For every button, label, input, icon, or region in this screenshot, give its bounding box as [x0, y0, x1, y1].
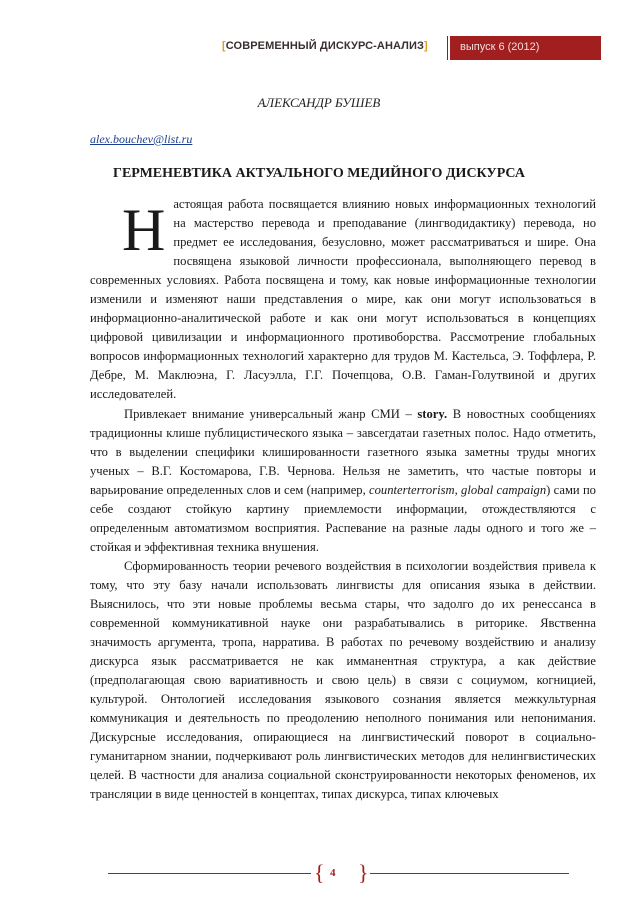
article-title: ГЕРМЕНЕВТИКА АКТУАЛЬНОГО МЕДИЙНОГО ДИСКУРСА	[113, 166, 525, 181]
page-footer	[0, 862, 638, 884]
footer-rule-left	[108, 873, 311, 874]
author-name: АЛЕКСАНДР БУШЕВ	[257, 95, 381, 110]
journal-title-text: СОВРЕМЕННЫЙ ДИСКУРС-АНАЛИЗ	[225, 40, 424, 52]
footer-rule-right	[370, 873, 569, 874]
running-header	[0, 36, 638, 60]
author-email-link[interactable]: alex.bouchev@list.ru	[90, 132, 193, 146]
paragraph-3: Сформированность теории речевого воздействия в психологии воздействия привела к тому, что эту базу начали использовать лингвисты для описания языка в действии. Выяснилось, что эти новые проблемы весьма стары, что задолго до их ренессанса в современной коммуникативной науке они разрабатывались в риторике. Явственна значимость аргумента, тропа, нарратива. В работах по речевому воздействию и анализу дискурса язык рассматривается не как имманентная структура, а как действие (предполагающая свою вариативность и свою цель) в связи с социумом, когницией, культурой. Онтологией исследования языкового сознания является межкультурная коммуникация и деятельность по преодолению неполного понимания или непонимания. Дискурсные исследования, опирающиеся на лингвистический поворот в социально-гуманитарном знании, подчеркивают роль лингвистических методов для нелингвистических целей. В частности для анализа социальной сконструированности некоторых феноменов, их трансляции в виде ценностей в концептах, типах дискурса, типах ключевых	[90, 558, 596, 802]
drop-cap: Н	[122, 197, 166, 263]
issue-badge	[450, 36, 601, 60]
issue-label: выпуск 6 (2012)	[460, 41, 540, 53]
paragraph-1: астоящая работа посвящается влиянию новых информационных технологий на мастерство перевода и преподавание (лингводидактику) перевода, но предмет ее исследования, безусловно, может рассматриваться и шире. Она посвящена языковой личности профессионала, выполняющего перевод в современных условиях. Работа посвящена и тому, как новые информационные технологии изменили и изменяют наши представления о мире, как они могут использоваться в информационно-аналитической работе и как они могут использоваться в концепциях цифровой цивилизации и информационного противоборства. Рассмотрение глобальных вопросов информационных технологий характерно для трудов М. Кастельса, Э. Тоффлера, Р. Дебре, М. Маклюэна, Г. Ласуэлла, Г.Г. Почепцова, О.В. Гаман-Голутвиной и других исследователей.	[90, 197, 596, 402]
paragraph-2-part-b: В новостных сообщениях традиционны клише публицистического языка – завсегдатаи газетных полос. Надо отметить, что в выделении специфики клишированности газетного языка заметны труды многих ученых – В.Г. Костомарова, Г.В. Чернова. Нельзя не заметить, что частые повторы и варьирование определенных слов и сем (например,	[90, 406, 596, 497]
bracket-open: [	[222, 40, 226, 52]
article-body	[90, 183, 596, 805]
english-examples: counterterrorism, global campaign	[369, 482, 547, 497]
footer-brace-open: {	[314, 860, 325, 885]
journal-title	[222, 40, 428, 52]
header-divider	[447, 36, 448, 60]
paragraph-2	[90, 405, 596, 557]
story-term: story.	[417, 406, 448, 421]
page-number: 4	[330, 867, 336, 879]
paragraph-2-part-a: Привлекает внимание универсальный жанр СМИ –	[124, 406, 418, 421]
bracket-close: ]	[424, 40, 428, 52]
paragraph-2-part-c: ) сами по себе создают стойкую картину приемлемости информации, отождествляются с определенным автоматизмом восприятия. Распевание на разные лады одного и того же – стойкая и эффективная техника внушения.	[90, 482, 596, 554]
footer-brace-close: }	[358, 860, 369, 885]
